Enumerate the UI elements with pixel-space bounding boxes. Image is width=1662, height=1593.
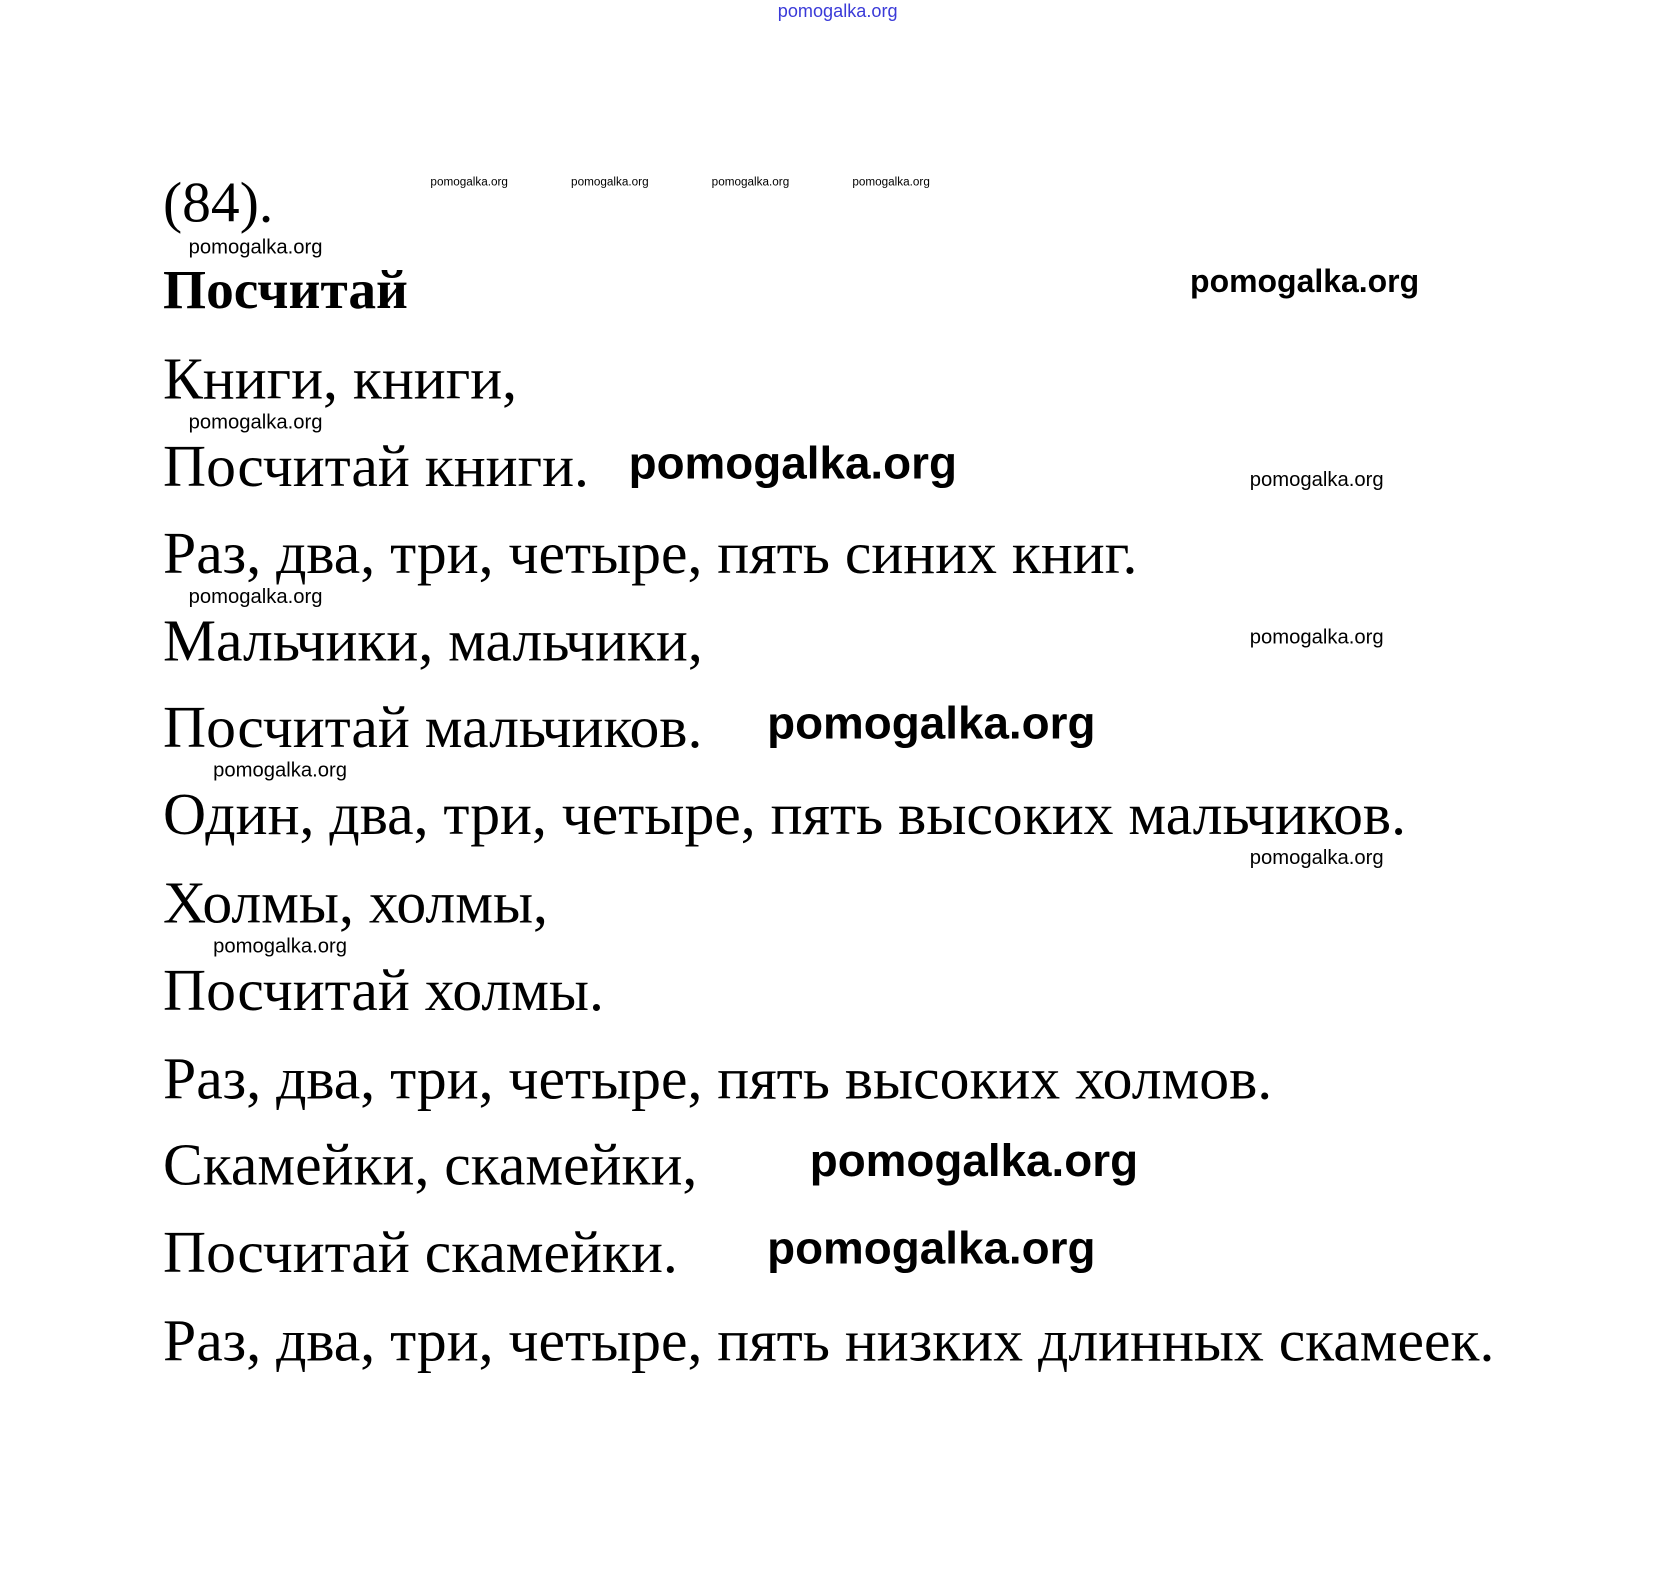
watermark: pomogalka.org: [188, 236, 323, 259]
poem-line: Раз, два, три, четыре, пять низких длинных скамеек.: [163, 1308, 1495, 1375]
exercise-number: (84).: [163, 170, 274, 235]
watermark: pomogalka.org: [1249, 846, 1384, 870]
watermark: pomogalka.org: [711, 175, 790, 189]
watermark: pomogalka.org: [1249, 626, 1384, 649]
poem-line: Раз, два, три, четыре, пять синих книг.: [163, 520, 1138, 588]
watermark: pomogalka.org: [188, 585, 323, 609]
watermark: pomogalka.org: [852, 175, 930, 189]
watermark: pomogalka.org: [1190, 264, 1420, 300]
poem-line: Холмы, холмы,: [163, 870, 548, 937]
top-watermark: pomogalka.org: [777, 1, 898, 22]
watermark: pomogalka.org: [571, 175, 649, 189]
poem-line: Книги, книги,: [163, 346, 518, 413]
watermark: pomogalka.org: [1249, 468, 1384, 492]
watermark: pomogalka.org: [430, 175, 508, 189]
watermark: pomogalka.org: [213, 935, 348, 958]
poem-line: Посчитай скамейки.: [163, 1219, 678, 1286]
poem-line: Мальчики, мальчики,: [163, 608, 703, 675]
poem-line: Посчитай мальчиков.: [163, 694, 703, 761]
poem-line: Скамейки, скамейки,: [163, 1132, 698, 1199]
watermark: pomogalka.org: [767, 697, 1096, 749]
poem-title: Посчитай: [163, 259, 408, 321]
watermark: pomogalka.org: [767, 1223, 1096, 1275]
watermark: pomogalka.org: [809, 1135, 1139, 1187]
poem-line: Посчитай холмы.: [163, 957, 604, 1024]
poem-line: Раз, два, три, четыре, пять высоких холмов.: [163, 1046, 1273, 1113]
watermark: pomogalka.org: [213, 759, 348, 783]
watermark: pomogalka.org: [188, 411, 323, 434]
poem-line: Посчитай книги.: [163, 433, 589, 500]
poem-line: Один, два, три, четыре, пять высоких мальчиков.: [163, 782, 1406, 849]
watermark: pomogalka.org: [628, 437, 957, 490]
